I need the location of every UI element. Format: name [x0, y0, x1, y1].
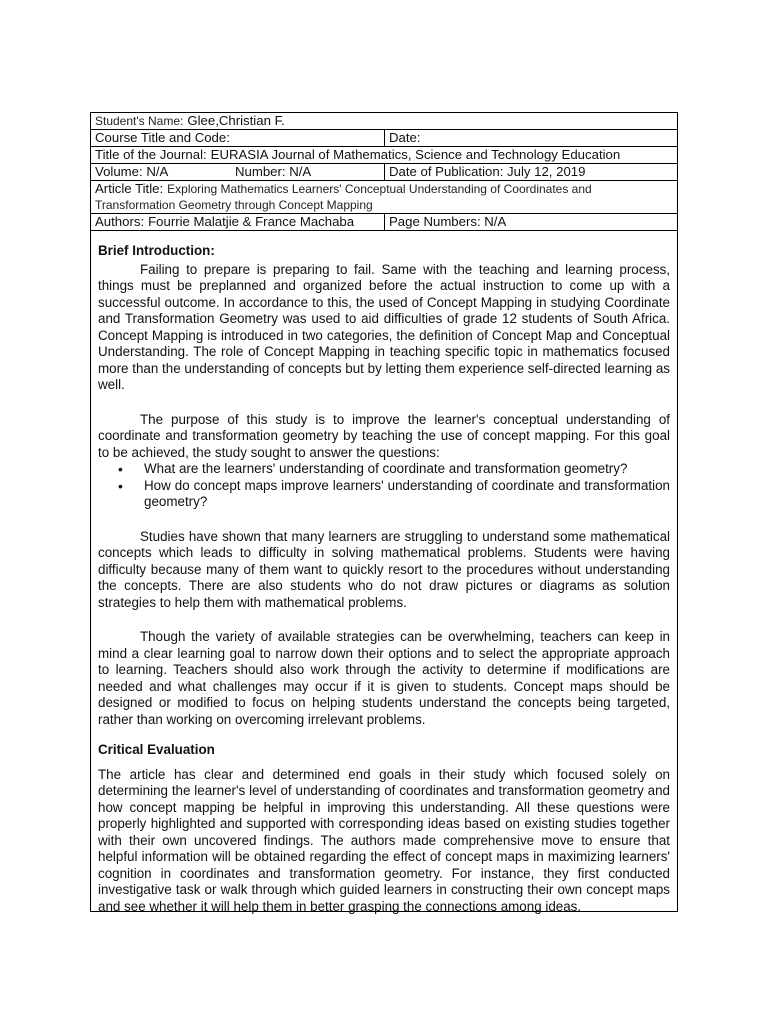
critical-evaluation-heading: Critical Evaluation [98, 742, 215, 757]
student-name-label: Student's Name: [95, 114, 184, 128]
intro-paragraph-4: Though the variety of available strategies can be overwhelming, teachers can keep in mind a clear learning goal to narrow down their options and to select the appropriate approach to learning. Teachers should also work through the activity to determine if modifications are needed and what challenges may occur if it is given to students. Concept maps should be designed or modified to focus on helping students understand the concepts being targeted, rather than working on overcoming irrelevant problems. [98, 629, 670, 727]
course-cell [91, 130, 385, 147]
article-title-value: Exploring Mathematics Learners' Conceptual Understanding of Coordinates and Transformation Geometry through Concept Mapping [95, 182, 592, 212]
intro-paragraph-3: Studies have shown that many learners are struggling to understand some mathematical concepts which leads to difficulty in solving mathematical problems. Students were having difficulty because many of them want to quickly resort to the procedures without understanding the concepts. There are also students who do not draw pictures or diagrams as solution strategies to help them with mathematical problems. [98, 528, 670, 610]
date-cell [385, 130, 678, 147]
intro-paragraph-2: The purpose of this study is to improve the learner's conceptual understanding of coordinate and transformation geometry by teaching the use of concept mapping. For this goal to be achieved, the study sought to answer the questions: [98, 411, 670, 460]
authors-row [91, 214, 677, 231]
volume-row [91, 164, 677, 181]
research-questions-list [98, 461, 670, 511]
publication-date: Date of Publication: July 12, 2019 [389, 164, 586, 179]
list-item: • What are the learners' understanding of coordinate and transformation geometry? [144, 461, 670, 478]
review-body [91, 243, 677, 915]
student-row [91, 113, 677, 130]
date-label: Date: [389, 130, 421, 145]
journal-label: Title of the Journal: [95, 147, 207, 162]
volume-value: Volume: N/A [95, 164, 169, 179]
authors-value: Fourrie Malatjie & France Machaba [148, 214, 355, 229]
article-title-row [91, 181, 677, 214]
course-row [91, 130, 677, 147]
article-title-label: Article Title: [95, 181, 164, 196]
student-name-value: Glee,Christian F. [187, 113, 285, 128]
intro-paragraph-1: Failing to prepare is preparing to fail. Same with the teaching and learning process, things must be preplanned and organized before the actual instruction to come up with a successful outcome. In accordance to this, the used of Concept Mapping in studying Coordinate and Transformation Geometry was used to aid difficulties of grade 12 students of South Africa. Concept Mapping is introduced in two categories, the definition of Concept Map and Conceptual Understanding. The role of Concept Mapping in teaching specific topic in mathematics focused more than the understanding of concepts but by letting them experience self-directed learning as well. [98, 261, 670, 392]
authors-label: Authors: [95, 214, 145, 229]
document-page [90, 112, 678, 912]
journal-row [91, 147, 677, 164]
article-info-table [91, 113, 677, 231]
journal-value: EURASIA Journal of Mathematics, Science and Technology Education [210, 147, 621, 162]
course-label: Course Title and Code: [95, 130, 230, 145]
list-item: • How do concept maps improve learners' understanding of coordinate and transformation geometry? [144, 478, 670, 511]
evaluation-paragraph-1: The article has clear and determined end goals in their study which focused solely on determining the learner's level of understanding of coordinates and transformation geometry and how concept mapping be helpful in improving this understanding. All these questions were properly highlighted and supported with corresponding ideas based on existing studies together with their own uncovered findings. The authors made comprehensive move to ensure that helpful information will be obtained regarding the effect of concept maps in maximizing learners' cognition in coordinates and transformation geometry. For instance, they first conducted investigative task or walk through which guided learners in constructing their own concept maps and see whether it will help them in better grasping the connections among ideas. [98, 766, 670, 914]
number-value: Number: N/A [235, 164, 312, 179]
page-numbers: Page Numbers: N/A [389, 214, 507, 229]
brief-intro-heading: Brief Introduction: [98, 243, 215, 258]
